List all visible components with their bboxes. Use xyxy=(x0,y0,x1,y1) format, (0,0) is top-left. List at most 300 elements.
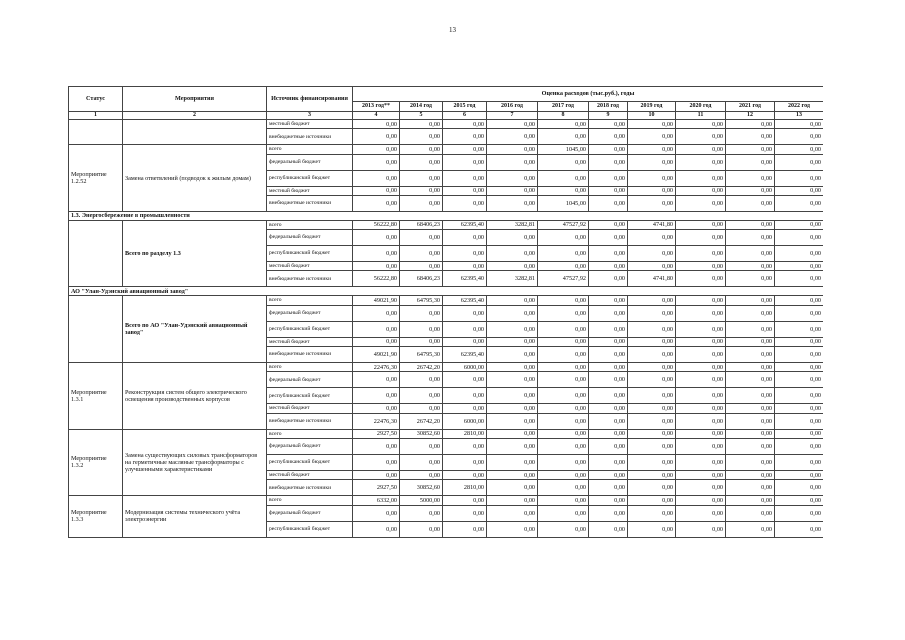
source-cell: республиканский бюджет xyxy=(267,454,353,470)
value-cell: 0,00 xyxy=(443,454,487,470)
value-cell: 0,00 xyxy=(589,337,628,346)
value-cell: 0,00 xyxy=(628,262,676,271)
source-cell: всего xyxy=(267,363,353,372)
value-cell: 0,00 xyxy=(628,413,676,429)
value-cell: 0,00 xyxy=(676,170,726,186)
value-cell: 0,00 xyxy=(589,363,628,372)
value-cell: 0,00 xyxy=(353,154,400,170)
value-cell: 0,00 xyxy=(487,129,538,145)
value-cell: 0,00 xyxy=(726,454,775,470)
value-cell: 0,00 xyxy=(589,305,628,321)
value-cell: 47527,92 xyxy=(538,271,589,287)
value-cell: 0,00 xyxy=(676,195,726,211)
value-cell: 0,00 xyxy=(538,363,589,372)
value-cell: 0,00 xyxy=(487,262,538,271)
header-column-number: 5 xyxy=(400,112,443,120)
value-cell: 0,00 xyxy=(726,363,775,372)
value-cell: 0,00 xyxy=(353,404,400,413)
value-cell: 0,00 xyxy=(443,120,487,129)
value-cell: 0,00 xyxy=(443,321,487,337)
table-row xyxy=(69,220,824,229)
value-cell: 0,00 xyxy=(628,480,676,496)
value-cell: 0,00 xyxy=(676,454,726,470)
page-number: 13 xyxy=(449,26,456,34)
value-cell: 0,00 xyxy=(353,454,400,470)
value-cell: 0,00 xyxy=(589,271,628,287)
value-cell: 0,00 xyxy=(538,521,589,537)
value-cell: 0,00 xyxy=(487,230,538,246)
value-cell: 0,00 xyxy=(538,337,589,346)
value-cell: 0,00 xyxy=(487,404,538,413)
section-title: 1.3. Энергосбережение в промышленности xyxy=(69,211,824,220)
value-cell: 0,00 xyxy=(589,413,628,429)
section-title: АО "Улан-Удэнский авиационный завод" xyxy=(69,287,824,296)
value-cell: 0,00 xyxy=(353,321,400,337)
value-cell: 0,00 xyxy=(726,413,775,429)
value-cell: 0,00 xyxy=(676,321,726,337)
value-cell: 0,00 xyxy=(487,186,538,195)
value-cell: 0,00 xyxy=(676,120,726,129)
value-cell: 1045,00 xyxy=(538,145,589,154)
value-cell: 0,00 xyxy=(538,480,589,496)
value-cell: 0,00 xyxy=(589,470,628,479)
header-column-number: 12 xyxy=(726,112,775,120)
value-cell: 0,00 xyxy=(775,246,824,262)
value-cell: 0,00 xyxy=(775,413,824,429)
value-cell: 0,00 xyxy=(775,230,824,246)
value-cell: 0,00 xyxy=(353,438,400,454)
value-cell: 0,00 xyxy=(353,262,400,271)
value-cell: 0,00 xyxy=(538,305,589,321)
value-cell: 0,00 xyxy=(589,195,628,211)
value-cell: 0,00 xyxy=(487,154,538,170)
value-cell: 0,00 xyxy=(353,129,400,145)
header-year: 2018 год xyxy=(589,102,628,112)
value-cell: 0,00 xyxy=(676,305,726,321)
value-cell: 0,00 xyxy=(443,230,487,246)
value-cell: 0,00 xyxy=(487,480,538,496)
table-body xyxy=(69,120,824,538)
value-cell: 0,00 xyxy=(443,470,487,479)
value-cell: 62395,40 xyxy=(443,220,487,229)
table-row xyxy=(69,429,824,438)
source-cell: всего xyxy=(267,145,353,154)
value-cell: 0,00 xyxy=(676,230,726,246)
value-cell: 0,00 xyxy=(400,438,443,454)
value-cell: 0,00 xyxy=(589,347,628,363)
value-cell: 0,00 xyxy=(400,454,443,470)
value-cell: 22476,30 xyxy=(353,413,400,429)
value-cell: 0,00 xyxy=(676,404,726,413)
value-cell: 0,00 xyxy=(353,246,400,262)
value-cell: 0,00 xyxy=(353,505,400,521)
value-cell: 0,00 xyxy=(726,372,775,388)
value-cell: 0,00 xyxy=(487,429,538,438)
value-cell: 0,00 xyxy=(589,170,628,186)
value-cell: 0,00 xyxy=(676,521,726,537)
value-cell: 0,00 xyxy=(628,129,676,145)
header-column-number: 11 xyxy=(676,112,726,120)
value-cell: 49021,90 xyxy=(353,347,400,363)
section-row xyxy=(69,287,824,296)
value-cell: 0,00 xyxy=(726,429,775,438)
budget-table xyxy=(68,86,823,538)
value-cell: 0,00 xyxy=(400,470,443,479)
value-cell: 0,00 xyxy=(487,521,538,537)
value-cell: 0,00 xyxy=(487,145,538,154)
value-cell: 0,00 xyxy=(628,429,676,438)
value-cell: 0,00 xyxy=(676,296,726,305)
value-cell: 0,00 xyxy=(676,129,726,145)
header-column-number: 3 xyxy=(267,112,353,120)
value-cell: 0,00 xyxy=(589,145,628,154)
value-cell: 0,00 xyxy=(726,145,775,154)
value-cell: 0,00 xyxy=(676,337,726,346)
value-cell: 0,00 xyxy=(676,262,726,271)
value-cell: 0,00 xyxy=(628,321,676,337)
value-cell: 0,00 xyxy=(400,230,443,246)
value-cell: 0,00 xyxy=(538,438,589,454)
value-cell: 0,00 xyxy=(589,372,628,388)
value-cell: 0,00 xyxy=(726,347,775,363)
value-cell: 0,00 xyxy=(628,363,676,372)
value-cell: 0,00 xyxy=(443,129,487,145)
value-cell: 0,00 xyxy=(676,145,726,154)
value-cell: 0,00 xyxy=(775,120,824,129)
value-cell: 0,00 xyxy=(400,372,443,388)
event-cell: Замена существующих силовых трансформаторов на герметичные масляные трансформаторы с улучшенными характеристиками xyxy=(123,429,267,496)
value-cell: 0,00 xyxy=(589,120,628,129)
value-cell: 2810,00 xyxy=(443,429,487,438)
value-cell: 0,00 xyxy=(443,372,487,388)
source-cell: местный бюджет xyxy=(267,470,353,479)
value-cell: 0,00 xyxy=(628,145,676,154)
value-cell: 0,00 xyxy=(676,186,726,195)
value-cell: 0,00 xyxy=(726,337,775,346)
value-cell: 0,00 xyxy=(589,505,628,521)
value-cell: 0,00 xyxy=(538,470,589,479)
value-cell: 0,00 xyxy=(487,246,538,262)
value-cell: 62395,40 xyxy=(443,271,487,287)
value-cell: 0,00 xyxy=(676,496,726,505)
source-cell: местный бюджет xyxy=(267,120,353,129)
value-cell: 56222,80 xyxy=(353,220,400,229)
source-cell: местный бюджет xyxy=(267,404,353,413)
source-cell: всего xyxy=(267,296,353,305)
value-cell: 0,00 xyxy=(676,220,726,229)
value-cell: 0,00 xyxy=(538,154,589,170)
value-cell: 0,00 xyxy=(400,505,443,521)
value-cell: 0,00 xyxy=(775,347,824,363)
header-year: 2021 год xyxy=(726,102,775,112)
header-year: 2017 год xyxy=(538,102,589,112)
value-cell: 0,00 xyxy=(676,470,726,479)
value-cell: 0,00 xyxy=(487,470,538,479)
source-cell: всего xyxy=(267,220,353,229)
value-cell: 0,00 xyxy=(353,120,400,129)
value-cell: 0,00 xyxy=(538,429,589,438)
value-cell: 2927,50 xyxy=(353,480,400,496)
value-cell: 0,00 xyxy=(726,154,775,170)
value-cell: 0,00 xyxy=(487,413,538,429)
value-cell: 0,00 xyxy=(726,296,775,305)
value-cell: 0,00 xyxy=(726,220,775,229)
source-cell: всего xyxy=(267,429,353,438)
source-cell: внебюджетные источники xyxy=(267,195,353,211)
value-cell: 0,00 xyxy=(775,145,824,154)
source-cell: республиканский бюджет xyxy=(267,321,353,337)
value-cell: 0,00 xyxy=(726,186,775,195)
value-cell: 0,00 xyxy=(538,505,589,521)
header-column-number: 8 xyxy=(538,112,589,120)
value-cell: 0,00 xyxy=(726,404,775,413)
value-cell: 0,00 xyxy=(775,271,824,287)
value-cell: 0,00 xyxy=(726,246,775,262)
value-cell: 0,00 xyxy=(775,454,824,470)
value-cell: 0,00 xyxy=(353,195,400,211)
source-cell: республиканский бюджет xyxy=(267,388,353,404)
value-cell: 0,00 xyxy=(400,120,443,129)
value-cell: 0,00 xyxy=(538,454,589,470)
value-cell: 2810,00 xyxy=(443,480,487,496)
header-column-number: 1 xyxy=(69,112,123,120)
header-column-number: 10 xyxy=(628,112,676,120)
value-cell: 0,00 xyxy=(353,230,400,246)
table-row xyxy=(69,296,824,305)
value-cell: 0,00 xyxy=(726,438,775,454)
value-cell: 0,00 xyxy=(589,454,628,470)
value-cell: 0,00 xyxy=(775,480,824,496)
table-row xyxy=(69,363,824,372)
value-cell: 0,00 xyxy=(538,296,589,305)
status-cell: Мероприятие 1.3.1 xyxy=(69,363,123,430)
header-column-number: 7 xyxy=(487,112,538,120)
value-cell: 0,00 xyxy=(487,454,538,470)
value-cell: 0,00 xyxy=(400,388,443,404)
value-cell: 0,00 xyxy=(443,337,487,346)
value-cell: 0,00 xyxy=(676,372,726,388)
value-cell: 0,00 xyxy=(775,129,824,145)
source-cell: республиканский бюджет xyxy=(267,521,353,537)
value-cell: 0,00 xyxy=(775,470,824,479)
header-column-number: 9 xyxy=(589,112,628,120)
source-cell: внебюджетные источники xyxy=(267,129,353,145)
value-cell: 0,00 xyxy=(400,195,443,211)
status-cell xyxy=(69,120,123,145)
value-cell: 0,00 xyxy=(589,129,628,145)
value-cell: 26742,20 xyxy=(400,413,443,429)
source-cell: республиканский бюджет xyxy=(267,170,353,186)
value-cell: 0,00 xyxy=(628,388,676,404)
value-cell: 0,00 xyxy=(538,230,589,246)
value-cell: 0,00 xyxy=(726,505,775,521)
value-cell: 4741,80 xyxy=(628,271,676,287)
source-cell: федеральный бюджет xyxy=(267,372,353,388)
value-cell: 0,00 xyxy=(400,337,443,346)
value-cell: 0,00 xyxy=(487,170,538,186)
value-cell: 0,00 xyxy=(538,120,589,129)
value-cell: 5000,00 xyxy=(400,496,443,505)
value-cell: 0,00 xyxy=(726,521,775,537)
table-row xyxy=(69,145,824,154)
value-cell: 0,00 xyxy=(487,438,538,454)
value-cell: 0,00 xyxy=(400,305,443,321)
source-cell: внебюджетные источники xyxy=(267,347,353,363)
value-cell: 0,00 xyxy=(353,145,400,154)
value-cell: 0,00 xyxy=(400,186,443,195)
value-cell: 0,00 xyxy=(775,195,824,211)
value-cell: 0,00 xyxy=(353,470,400,479)
value-cell: 0,00 xyxy=(676,246,726,262)
value-cell: 0,00 xyxy=(487,195,538,211)
value-cell: 0,00 xyxy=(775,521,824,537)
value-cell: 0,00 xyxy=(487,305,538,321)
value-cell: 0,00 xyxy=(775,505,824,521)
source-cell: местный бюджет xyxy=(267,337,353,346)
source-cell: местный бюджет xyxy=(267,186,353,195)
value-cell: 62395,40 xyxy=(443,296,487,305)
header-event: Мероприятия xyxy=(123,87,267,112)
value-cell: 0,00 xyxy=(726,170,775,186)
value-cell: 0,00 xyxy=(775,220,824,229)
value-cell: 0,00 xyxy=(676,429,726,438)
event-cell: Замена ответвлений (подводок к жилым домам) xyxy=(123,145,267,212)
value-cell: 0,00 xyxy=(726,120,775,129)
value-cell: 0,00 xyxy=(589,521,628,537)
value-cell: 0,00 xyxy=(400,521,443,537)
source-cell: федеральный бюджет xyxy=(267,305,353,321)
value-cell: 0,00 xyxy=(726,321,775,337)
value-cell: 0,00 xyxy=(628,154,676,170)
status-cell xyxy=(69,220,123,287)
value-cell: 0,00 xyxy=(775,363,824,372)
status-cell: Мероприятие 1.3.3 xyxy=(69,496,123,537)
value-cell: 0,00 xyxy=(353,186,400,195)
header-column-number: 4 xyxy=(353,112,400,120)
value-cell: 0,00 xyxy=(538,388,589,404)
value-cell: 0,00 xyxy=(775,305,824,321)
value-cell: 0,00 xyxy=(775,388,824,404)
value-cell: 0,00 xyxy=(538,262,589,271)
header-year: 2022 год xyxy=(775,102,824,112)
value-cell: 0,00 xyxy=(628,454,676,470)
value-cell: 0,00 xyxy=(487,505,538,521)
value-cell: 0,00 xyxy=(443,195,487,211)
value-cell: 0,00 xyxy=(775,372,824,388)
value-cell: 0,00 xyxy=(443,186,487,195)
value-cell: 0,00 xyxy=(775,496,824,505)
value-cell: 0,00 xyxy=(538,186,589,195)
value-cell: 0,00 xyxy=(589,404,628,413)
value-cell: 0,00 xyxy=(538,372,589,388)
header-column-number: 6 xyxy=(443,112,487,120)
value-cell: 0,00 xyxy=(676,505,726,521)
source-cell: федеральный бюджет xyxy=(267,438,353,454)
value-cell: 0,00 xyxy=(628,347,676,363)
value-cell: 0,00 xyxy=(775,429,824,438)
value-cell: 0,00 xyxy=(676,413,726,429)
value-cell: 0,00 xyxy=(443,262,487,271)
value-cell: 64795,30 xyxy=(400,296,443,305)
value-cell: 0,00 xyxy=(443,438,487,454)
value-cell: 0,00 xyxy=(676,363,726,372)
header-estimate: Оценка расходов (тыс.руб.), годы xyxy=(353,87,824,102)
value-cell: 0,00 xyxy=(676,388,726,404)
value-cell: 0,00 xyxy=(487,296,538,305)
value-cell: 0,00 xyxy=(676,347,726,363)
value-cell: 0,00 xyxy=(400,145,443,154)
value-cell: 0,00 xyxy=(775,296,824,305)
value-cell: 0,00 xyxy=(775,337,824,346)
value-cell: 0,00 xyxy=(443,521,487,537)
value-cell: 0,00 xyxy=(443,388,487,404)
value-cell: 0,00 xyxy=(775,262,824,271)
value-cell: 0,00 xyxy=(676,480,726,496)
value-cell: 0,00 xyxy=(443,145,487,154)
value-cell: 0,00 xyxy=(353,372,400,388)
value-cell: 30852,60 xyxy=(400,429,443,438)
value-cell: 0,00 xyxy=(589,154,628,170)
value-cell: 0,00 xyxy=(353,337,400,346)
value-cell: 0,00 xyxy=(628,521,676,537)
value-cell: 0,00 xyxy=(589,388,628,404)
value-cell: 0,00 xyxy=(353,305,400,321)
value-cell: 0,00 xyxy=(443,496,487,505)
value-cell: 0,00 xyxy=(589,438,628,454)
value-cell: 0,00 xyxy=(628,372,676,388)
status-cell: Мероприятие 1.2.52 xyxy=(69,145,123,212)
value-cell: 0,00 xyxy=(726,129,775,145)
source-cell: внебюджетные источники xyxy=(267,413,353,429)
value-cell: 1045,00 xyxy=(538,195,589,211)
value-cell: 0,00 xyxy=(628,470,676,479)
header-year: 2015 год xyxy=(443,102,487,112)
section-row xyxy=(69,211,824,220)
header-year: 2016 год xyxy=(487,102,538,112)
value-cell: 0,00 xyxy=(628,505,676,521)
value-cell: 0,00 xyxy=(726,262,775,271)
value-cell: 0,00 xyxy=(628,120,676,129)
value-cell: 0,00 xyxy=(589,186,628,195)
value-cell: 0,00 xyxy=(400,154,443,170)
value-cell: 0,00 xyxy=(400,170,443,186)
value-cell: 0,00 xyxy=(775,321,824,337)
header-column-numbers xyxy=(69,112,824,120)
value-cell: 0,00 xyxy=(538,246,589,262)
value-cell: 0,00 xyxy=(443,246,487,262)
value-cell: 0,00 xyxy=(589,496,628,505)
header-year: 2020 год xyxy=(676,102,726,112)
value-cell: 0,00 xyxy=(775,170,824,186)
value-cell: 0,00 xyxy=(589,296,628,305)
value-cell: 0,00 xyxy=(400,129,443,145)
value-cell: 0,00 xyxy=(726,271,775,287)
budget-table-wrapper xyxy=(68,86,823,566)
value-cell: 0,00 xyxy=(589,480,628,496)
value-cell: 0,00 xyxy=(628,496,676,505)
source-cell: республиканский бюджет xyxy=(267,246,353,262)
value-cell: 0,00 xyxy=(443,170,487,186)
value-cell: 0,00 xyxy=(775,404,824,413)
value-cell: 6000,00 xyxy=(443,413,487,429)
header-year: 2013 год** xyxy=(353,102,400,112)
status-cell xyxy=(69,296,123,363)
table-header xyxy=(69,87,824,120)
value-cell: 0,00 xyxy=(589,321,628,337)
value-cell: 0,00 xyxy=(487,372,538,388)
value-cell: 0,00 xyxy=(726,305,775,321)
header-column-number: 2 xyxy=(123,112,267,120)
